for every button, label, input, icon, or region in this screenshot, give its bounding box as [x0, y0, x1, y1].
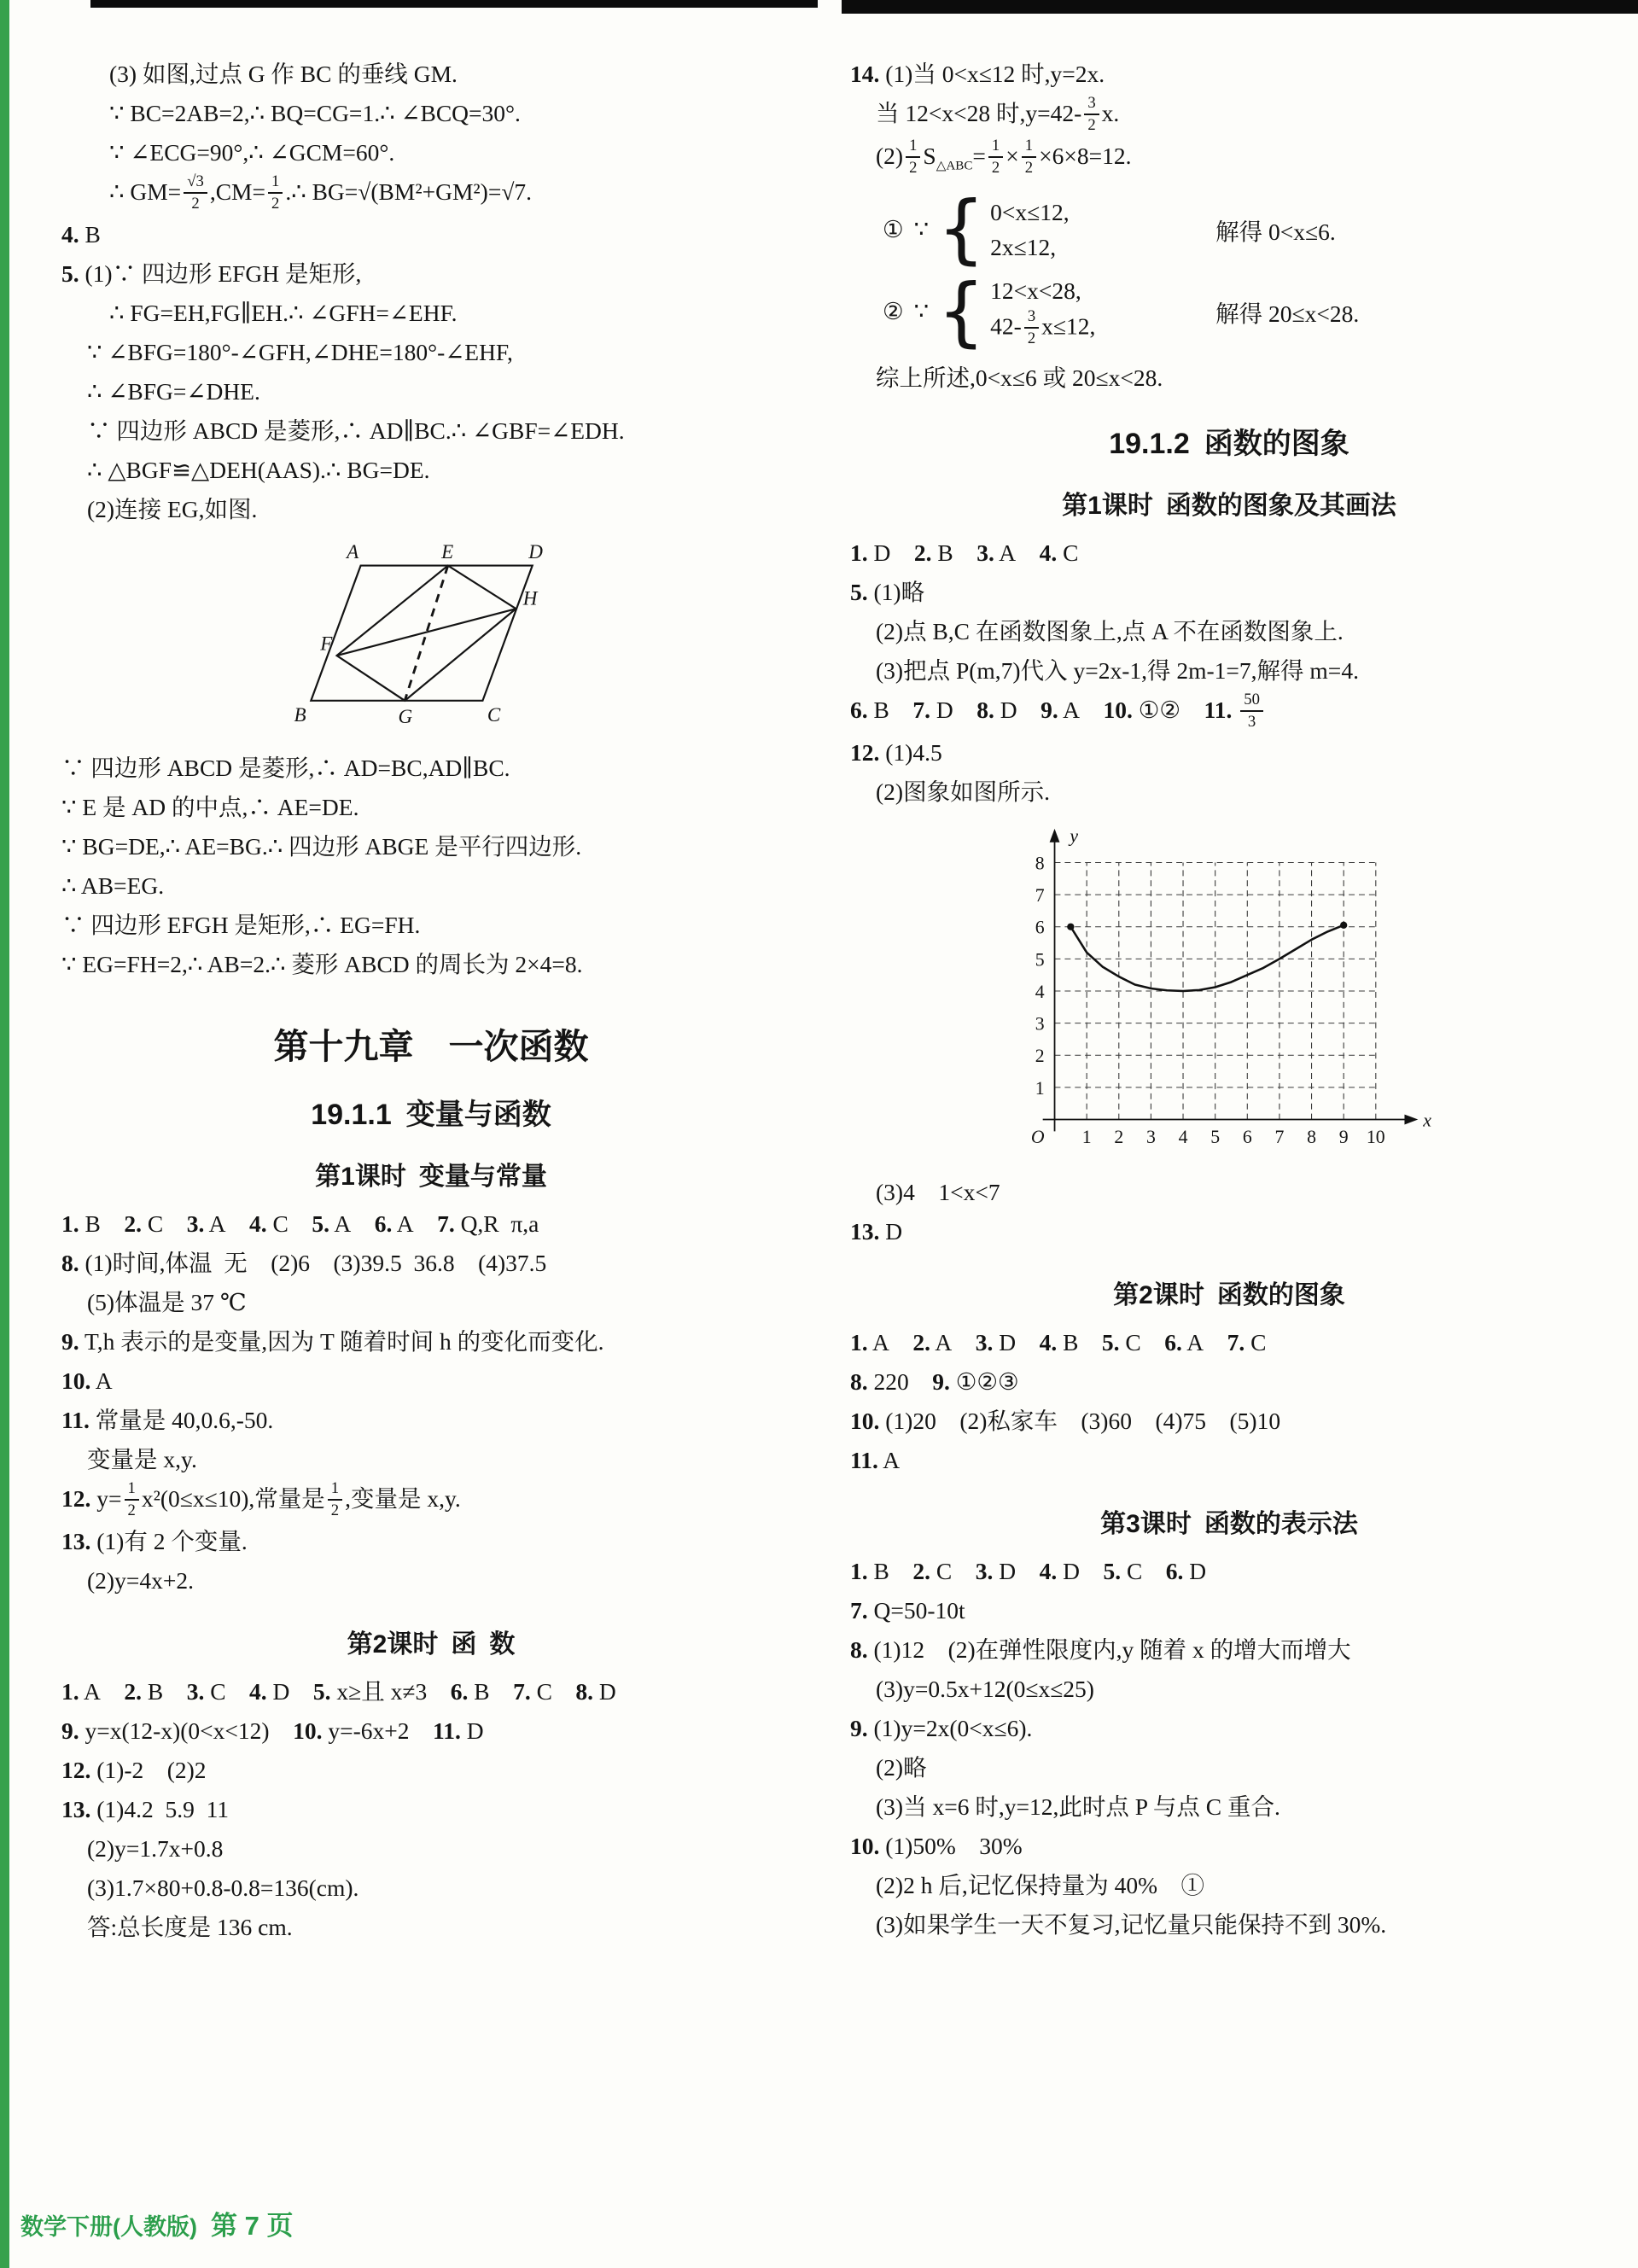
- text-line: ∵ E 是 AD 的中点,∴ AE=DE.: [61, 794, 359, 821]
- x-tick-label: 4: [1178, 1127, 1187, 1148]
- text-line: 12. y= $\frac{1}{2}$ x²(0≤x≤10),常量是 $\frac{1}{2}$ ,变量是 x,y.: [61, 1479, 461, 1519]
- vertex-label-c: C: [487, 703, 501, 726]
- page-edge-green-strip: [0, 0, 9, 2268]
- chapter-title: 第十九章 一次函数: [273, 1027, 589, 1067]
- proof-block-geometry: [61, 55, 801, 529]
- vertex-label-b: B: [294, 703, 306, 726]
- inequality-system-2: [883, 266, 1608, 355]
- text-line: ∵ 四边形 ABCD 是菱形,∴ AD=BC,AD∥BC.: [61, 755, 510, 782]
- function-graph-figure: [1014, 820, 1445, 1166]
- x-tick-label: 3: [1145, 1127, 1156, 1148]
- text-line: (3)1.7×80+0.8-0.8=136(cm).: [87, 1874, 359, 1902]
- text-line: ∴ ∠BFG=∠DHE.: [87, 378, 260, 405]
- x-tick-label: 5: [1210, 1127, 1220, 1148]
- y-tick-label: 8: [1035, 853, 1045, 874]
- text-line: 6. B 7. D 8. D 9. A 10. ①② 11. $\frac{50}{3}$: [850, 691, 1608, 733]
- text-line: 1. A 2. A 3. D 4. B 5. C 6. A 7. C: [850, 1329, 1267, 1356]
- text-line: (2)点 B,C 在函数图象上,点 A 不在函数图象上.: [876, 618, 1344, 645]
- item-marker: ②: [883, 298, 904, 325]
- vertex-label-f: F: [320, 632, 333, 655]
- text-line: ∴ GM= $\frac{√3}{2}$ ,CM= $\frac{1}{2}$ .∴ BG=√(BM²+GM²)=√7.: [109, 172, 533, 213]
- system-conditions: [990, 273, 1204, 350]
- section-title-1911: 19.1.1 变量与函数: [311, 1099, 551, 1132]
- curve-endpoint: [1340, 922, 1347, 929]
- vertex-label-e: E: [441, 541, 454, 563]
- lesson-title-graph-3: 第3课时 函数的表示法: [1100, 1510, 1358, 1539]
- footer-page-number: 第 7 页: [210, 2211, 294, 2241]
- x-tick-label: 6: [1242, 1127, 1252, 1148]
- x-axis-arrow: [1404, 1115, 1418, 1125]
- graph-gridlines: [1054, 863, 1375, 1120]
- y-tick-label: 3: [1035, 1013, 1045, 1035]
- text-line: 13. (1)有 2 个变量.: [61, 1528, 248, 1555]
- text-line: 9. T,h 表示的是变量,因为 T 随着时间 h 的变化而变化.: [61, 1328, 604, 1356]
- lesson-title-2: 第2课时 函 数: [347, 1630, 516, 1659]
- text-line: 1. B 2. C 3. A 4. C 5. A 6. A 7. Q,R π,a: [61, 1210, 539, 1238]
- text-line: 1. B 2. C 3. D 4. D 5. C 6. D: [850, 1558, 1207, 1585]
- function-graph-svg: [1014, 820, 1445, 1162]
- lesson-2-answers: [61, 1672, 801, 1947]
- lesson-title-graph-1: 第1课时 函数的图象及其画法: [1062, 492, 1396, 521]
- y-tick-label: 1: [1035, 1077, 1045, 1099]
- page-footer: [20, 2204, 293, 2242]
- text-line: ∵ BG=DE,∴ AE=BG.∴ 四边形 ABGE 是平行四边形.: [61, 833, 582, 860]
- lesson-title-1: 第1课时 变量与常量: [315, 1163, 547, 1192]
- text-line: 13. D: [850, 1218, 903, 1245]
- question-14-conclusion: [850, 359, 1608, 398]
- x-tick-label: 1: [1081, 1127, 1092, 1148]
- y-tick-label: 5: [1035, 949, 1045, 971]
- text-line: (2)y=1.7x+0.8: [87, 1835, 224, 1863]
- text-line: (2)y=4x+2.: [87, 1567, 194, 1595]
- text-line: ∵ 四边形 EFGH 是矩形,∴ EG=FH.: [61, 912, 421, 939]
- text-line: 9. y=x(12-x)(0<x<12) 10. y=-6x+2 11. D: [61, 1717, 484, 1745]
- text-line: ∵ BC=2AB=2,∴ BQ=CG=1.∴ ∠BCQ=30°.: [109, 100, 521, 126]
- text-line: 13. (1)4.2 5.9 11: [61, 1796, 230, 1823]
- system-result: 解得 20≤x<28.: [1215, 300, 1360, 328]
- y-tick-label: 6: [1035, 917, 1045, 938]
- text-line: 5. (1)∵ 四边形 EFGH 是矩形,: [61, 260, 362, 288]
- text-line: (5)体温是 37 ℃: [87, 1289, 247, 1316]
- text-line: (3)把点 P(m,7)代入 y=2x-1,得 2m-1=7,解得 m=4.: [876, 657, 1359, 685]
- origin-label: O: [1030, 1127, 1045, 1148]
- graph-lesson-1-answers-a: [850, 533, 1608, 812]
- scan-top-bar-left: [90, 0, 818, 8]
- text-line: 8. 220 9. ①②③: [850, 1368, 1019, 1396]
- text-line: 12. (1)4.5: [850, 739, 942, 767]
- y-tick-label: 2: [1035, 1046, 1045, 1067]
- text-line: (3)4 1<x<7: [876, 1179, 1000, 1206]
- text-line: ∵ 四边形 ABCD 是菱形,∴ AD∥BC.∴ ∠GBF=∠EDH.: [87, 417, 625, 445]
- text-line: 9. (1)y=2x(0<x≤6).: [850, 1715, 1033, 1742]
- vertex-label-d: D: [528, 541, 543, 563]
- condition-line: 0<x≤12,: [990, 198, 1070, 225]
- y-axis-arrow: [1049, 829, 1059, 842]
- text-line: 10. A: [61, 1367, 113, 1395]
- rhombus-figure: [290, 541, 572, 735]
- text-line: ∴ AB=EG.: [61, 872, 165, 900]
- condition-line: 2x≤12,: [990, 233, 1057, 260]
- text-line: 1. A 2. B 3. C 4. D 5. x≥且 x≠3 6. B 7. C 8. D: [61, 1678, 616, 1705]
- text-line: 14. (1)当 0<x≤12 时,y=2x.: [850, 61, 1105, 87]
- brace-symbol: {: [937, 184, 986, 273]
- text-line: (3) 如图,过点 G 作 BC 的垂线 GM.: [109, 61, 458, 87]
- x-tick-label: 10: [1366, 1127, 1385, 1148]
- lesson-1-answers: [61, 1204, 801, 1600]
- vertex-label-h: H: [522, 586, 538, 609]
- diagonal-fh: [337, 609, 516, 656]
- brace-symbol: {: [937, 266, 986, 355]
- text-line: 1. D 2. B 3. A 4. C: [850, 539, 1079, 567]
- page-content: [61, 55, 1608, 1947]
- system-result: 解得 0<x≤6.: [1215, 218, 1336, 245]
- because-symbol: ∵: [913, 215, 930, 242]
- text-line: 10. (1)20 (2)私家车 (3)60 (4)75 (5)10: [850, 1408, 1281, 1435]
- section-title-1912: 19.1.2 函数的图象: [1109, 428, 1349, 461]
- text-line: (3)如果学生一天不复习,记忆量只能保持不到 30%.: [876, 1911, 1387, 1939]
- text-line: ∵ ∠ECG=90°,∴ ∠GCM=60°.: [109, 139, 395, 166]
- text-line: ∴ FG=EH,FG∥EH.∴ ∠GFH=∠EHF.: [109, 300, 458, 327]
- text-line: ∵ ∠BFG=180°-∠GFH,∠DHE=180°-∠EHF,: [87, 339, 513, 366]
- x-tick-label: 8: [1306, 1127, 1316, 1148]
- lesson-title-graph-2: 第2课时 函数的图象: [1113, 1281, 1345, 1310]
- text-line: (2)连接 EG,如图.: [87, 496, 258, 523]
- graph-lesson-1-answers-b: [850, 1173, 1608, 1251]
- y-axis-label: y: [1069, 825, 1078, 847]
- condition-line: 42- $\frac{3}{2}$ x≤12,: [990, 307, 1096, 347]
- text-line: 4. B: [61, 221, 101, 248]
- system-conditions: [990, 195, 1204, 265]
- graph-lesson-3-answers: [850, 1552, 1608, 1944]
- text-line: 11. A: [850, 1447, 901, 1474]
- text-line: 10. (1)50% 30%: [850, 1833, 1023, 1860]
- text-line: (2)图象如图所示.: [876, 778, 1050, 806]
- because-symbol: ∵: [913, 298, 930, 325]
- scan-top-bar-right: [842, 0, 1638, 14]
- text-line: ∵ EG=FH=2,∴ AB=2.∴ 菱形 ABCD 的周长为 2×4=8.: [61, 951, 583, 978]
- text-line: ∴ △BGF≌△DEH(AAS).∴ BG=DE.: [87, 457, 430, 484]
- x-axis-label: x: [1422, 1110, 1431, 1131]
- text-line: 当 12<x<28 时,y=42- $\frac{3}{2}$ x.: [876, 94, 1120, 134]
- condition-line: 12<x<28,: [990, 277, 1081, 305]
- left-column: [61, 55, 801, 1947]
- vertex-label-g: G: [398, 705, 413, 728]
- curve-endpoint: [1067, 924, 1074, 930]
- x-tick-label: 2: [1113, 1127, 1123, 1148]
- text-line: 11. 常量是 40,0.6,-50.: [61, 1407, 274, 1434]
- function-curve: [1070, 925, 1344, 991]
- question-14-intro: [850, 55, 1608, 186]
- text-line: (2) $\frac{1}{2}$ $S_{\triangle ABC}=$ $\frac{1}{2}$ × $\frac{1}{2}$ ×6×8=12.: [876, 137, 1132, 177]
- text-line: 8. (1)时间,体温 无 (2)6 (3)39.5 36.8 (4)37.5: [61, 1250, 547, 1277]
- graph-lesson-2-answers: [850, 1323, 1608, 1480]
- rhombus-svg: [290, 541, 572, 731]
- text-line: 变量是 x,y.: [87, 1446, 197, 1473]
- y-tick-label: 4: [1035, 982, 1045, 1003]
- text-line: 综上所述,0<x≤6 或 20≤x<28.: [876, 364, 1163, 392]
- x-tick-label: 9: [1338, 1127, 1349, 1148]
- y-tick-label: 7: [1035, 885, 1045, 907]
- x-tick-label: 7: [1274, 1127, 1284, 1148]
- text-line: 答:总长度是 136 cm.: [87, 1914, 293, 1941]
- vertex-label-a: A: [347, 541, 359, 563]
- inequality-system-1: [883, 184, 1608, 273]
- item-marker: ①: [883, 215, 904, 242]
- text-line: (3)y=0.5x+12(0≤x≤25): [876, 1676, 1094, 1703]
- text-line: (2)略: [876, 1754, 927, 1781]
- right-column: [850, 55, 1608, 1947]
- text-line: 8. (1)12 (2)在弹性限度内,y 随着 x 的增大而增大: [850, 1636, 1351, 1664]
- text-line: 5. (1)略: [850, 579, 925, 606]
- text-line: 7. Q=50-10t: [850, 1597, 965, 1624]
- proof-block-rhombus: [61, 749, 801, 984]
- text-line: 12. (1)-2 (2)2: [61, 1757, 207, 1784]
- text-line: (3)当 x=6 时,y=12,此时点 P 与点 C 重合.: [876, 1793, 1280, 1821]
- text-line: (2)2 h 后,记忆保持量为 40% ①: [876, 1872, 1204, 1899]
- footer-book-title: 数学下册(人教版): [20, 2214, 197, 2240]
